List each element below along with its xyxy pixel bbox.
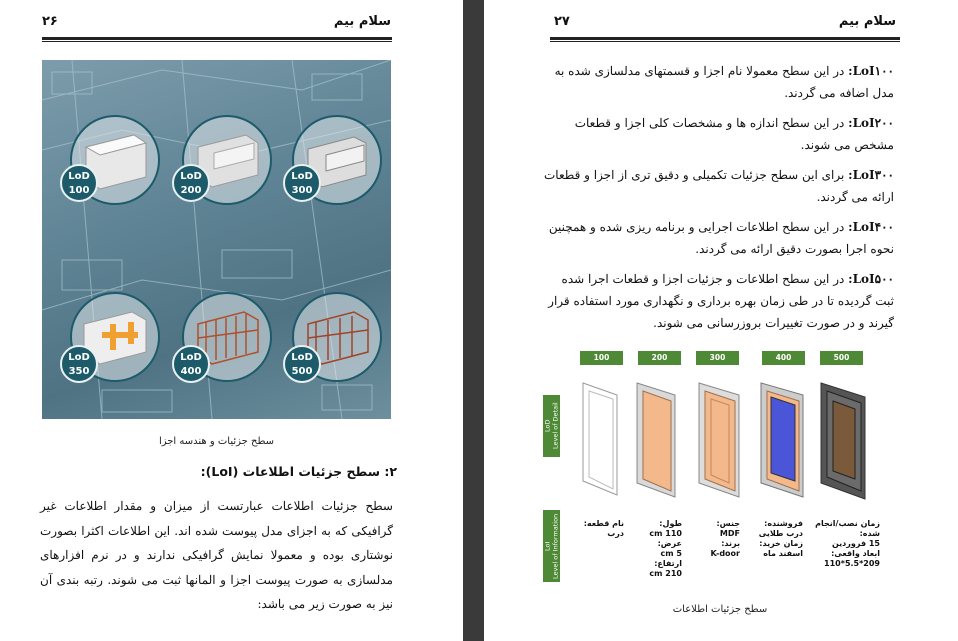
level-tag-500: 500 [820,351,863,365]
door-200-icon [637,383,675,497]
level-tag-200: 200 [638,351,681,365]
right-figure-caption: سطح جزئیات اطلاعات [672,604,768,615]
loi-item-100: LoI۱۰۰: در این سطح معمولا نام اجزا و قسمتهای مدلسازی شده به مدل اضافه می گردند. [554,64,894,100]
lod-100-badge: LoD 100 [60,164,98,202]
level-tag-400: 400 [762,351,805,365]
loi-info-500: زمان نصب/انجام شده: 15 فروردین ابعاد واقعی: 209*5.5*110 [815,519,880,568]
loi-info-300: جنس: MDF برند: K-door [710,519,740,558]
header-rule [42,37,392,40]
loi-info-200: طول: 110 cm عرض: 5 cm ارتفاع: 210 cm [649,519,682,578]
level-tag-100: 100 [580,351,623,365]
lod-side-label: LoD Level of Detail [543,395,560,457]
header-rule-thin [42,41,392,42]
loi-item-200: LoI۲۰۰: در این سطح اندازه ها و مشخصات کلی اجزا و قطعات مشخص می شوند. [574,116,894,152]
door-models [575,375,875,500]
page-header-title: سلام بیم [333,14,391,29]
loi-item-500: LoI۵۰۰: در این سطح اطلاعات و جزئیات اجزا و قطعات اجرا شده ثبت گردیده تا در طی زمان بهره برداری و نگهداری مورد استفاده قرار گیرند و در صورت تغییرات بروزرسانی می شوند. [548,272,894,330]
page-number: ۲۶ [42,14,58,29]
section-paragraph: سطح جزئیات اطلاعات عبارتست از میزان و مقدار اطلاعات غیر گرافیکی که به اجزای مدل پیوست شده اند. این اطلاعات اکثرا بصورت نوشتاری بوده و معمولا نمایش گرافیکی ندارند و در نرم افزارهای مدلسازی به صورت پیوست اجزا و المانها ثبت می شوند. رتبه بندی آن نیز به صورت زیر می باشد: [40,499,393,611]
loi-info-400: فروشنده: درب طلایی زمان خرید: اسفند ماه [758,519,803,558]
section-heading: ۲: سطح جزئیات اطلاعات (LoI): [200,464,397,479]
door-500-icon [821,383,865,499]
loi-item-400: LoI۴۰۰: در این سطح اطلاعات اجرایی و برنامه ریزی شده و همچنین نحوه اجرا بصورت دقیق ارائه می گردند. [548,220,894,256]
door-300-icon [699,383,739,497]
header-rule [550,37,900,40]
page-gutter [463,0,484,641]
door-400-icon [761,383,803,497]
level-tag-300: 300 [696,351,739,365]
lod-400-badge: LoD 400 [172,345,210,383]
loi-side-label: LoI Level of Information [543,510,560,582]
figure-caption: سطح جزئیات و هندسه اجزا [158,436,275,447]
page-number: ۲۷ [554,14,570,29]
header-rule-thin [550,41,900,42]
left-page [0,0,463,641]
lod-200-badge: LoD 200 [172,164,210,202]
lod-500-badge: LoD 500 [283,345,321,383]
lod-350-badge: LoD 350 [60,345,98,383]
lod-figure-image [42,60,391,419]
door-100-icon [583,383,617,495]
loi-item-300: LoI۳۰۰: برای این سطح جزئیات تکمیلی و دقیق تری از اجزا و قطعات ارائه می گردند. [543,168,894,204]
loi-info-100: نام قطعه: درب [583,519,624,538]
lod-300-badge: LoD 300 [283,164,321,202]
page-header-title: سلام بیم [838,14,896,29]
